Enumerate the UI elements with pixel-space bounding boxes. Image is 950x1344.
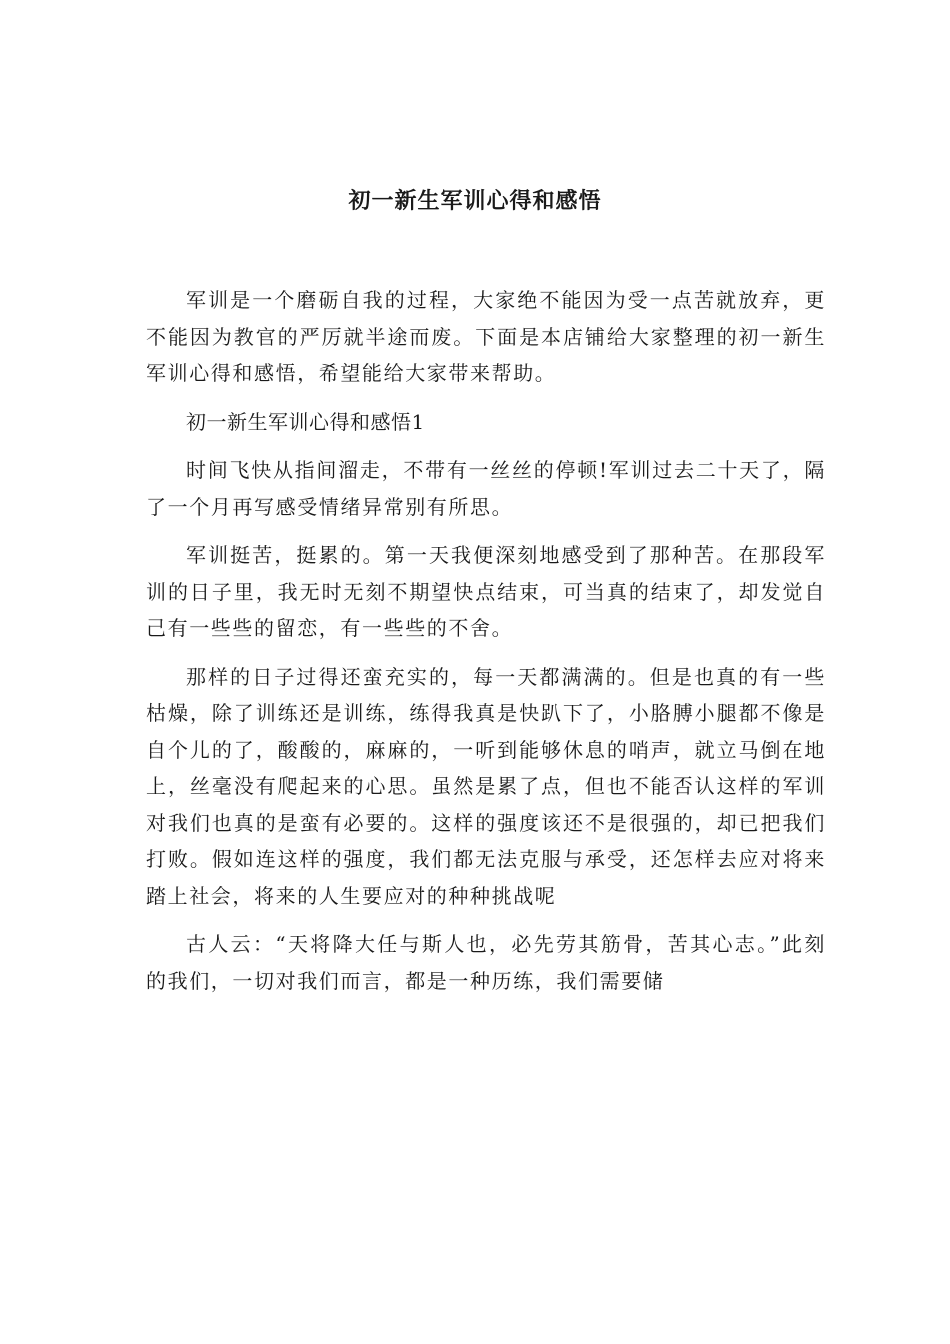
document-body: [146, 282, 826, 1011]
paragraph: 那样的日子过得还蛮充实的，每一天都满满的。但是也真的有一些枯燥，除了训练还是训练，练得我真是快趴下了，小胳膊小腿都不像是自个儿的了，酸酸的，麻麻的，一听到能够休息的哨声，就立马倒在地上，丝毫没有爬起来的心思。虽然是累了点，但也不能否认这样的军训对我们也真的是蛮有必要的。这样的强度该还不是很强的，却已把我们打败。假如连这样的强度，我们都无法克服与承受，还怎样去应对将来踏上社会，将来的人生要应对的种种挑战呢: [146, 664, 826, 908]
paragraph-intro: 军训是一个磨砺自我的过程，大家绝不能因为受一点苦就放弃，更不能因为教官的严厉就半途而废。下面是本店铺给大家整理的初一新生军训心得和感悟，希望能给大家带来帮助。: [146, 288, 826, 385]
paragraph: 军训挺苦，挺累的。第一天我便深刻地感受到了那种苦。在那段军训的日子里，我无时无刻不期望快点结束，可当真的结束了，却发觉自己有一些些的留恋，有一些些的不舍。: [146, 543, 826, 640]
paragraph: 古人云：“天将降大任与斯人也，必先劳其筋骨，苦其心志。”此刻的我们，一切对我们而言，都是一种历练，我们需要储: [146, 932, 826, 993]
paragraph: 时间飞快从指间溜走，不带有一丝丝的停顿!军训过去二十天了，隔了一个月再写感受情绪异常别有所思。: [146, 458, 826, 519]
section-heading: 初一新生军训心得和感悟1: [186, 409, 425, 434]
document-title: 初一新生军训心得和感悟: [348, 188, 602, 214]
